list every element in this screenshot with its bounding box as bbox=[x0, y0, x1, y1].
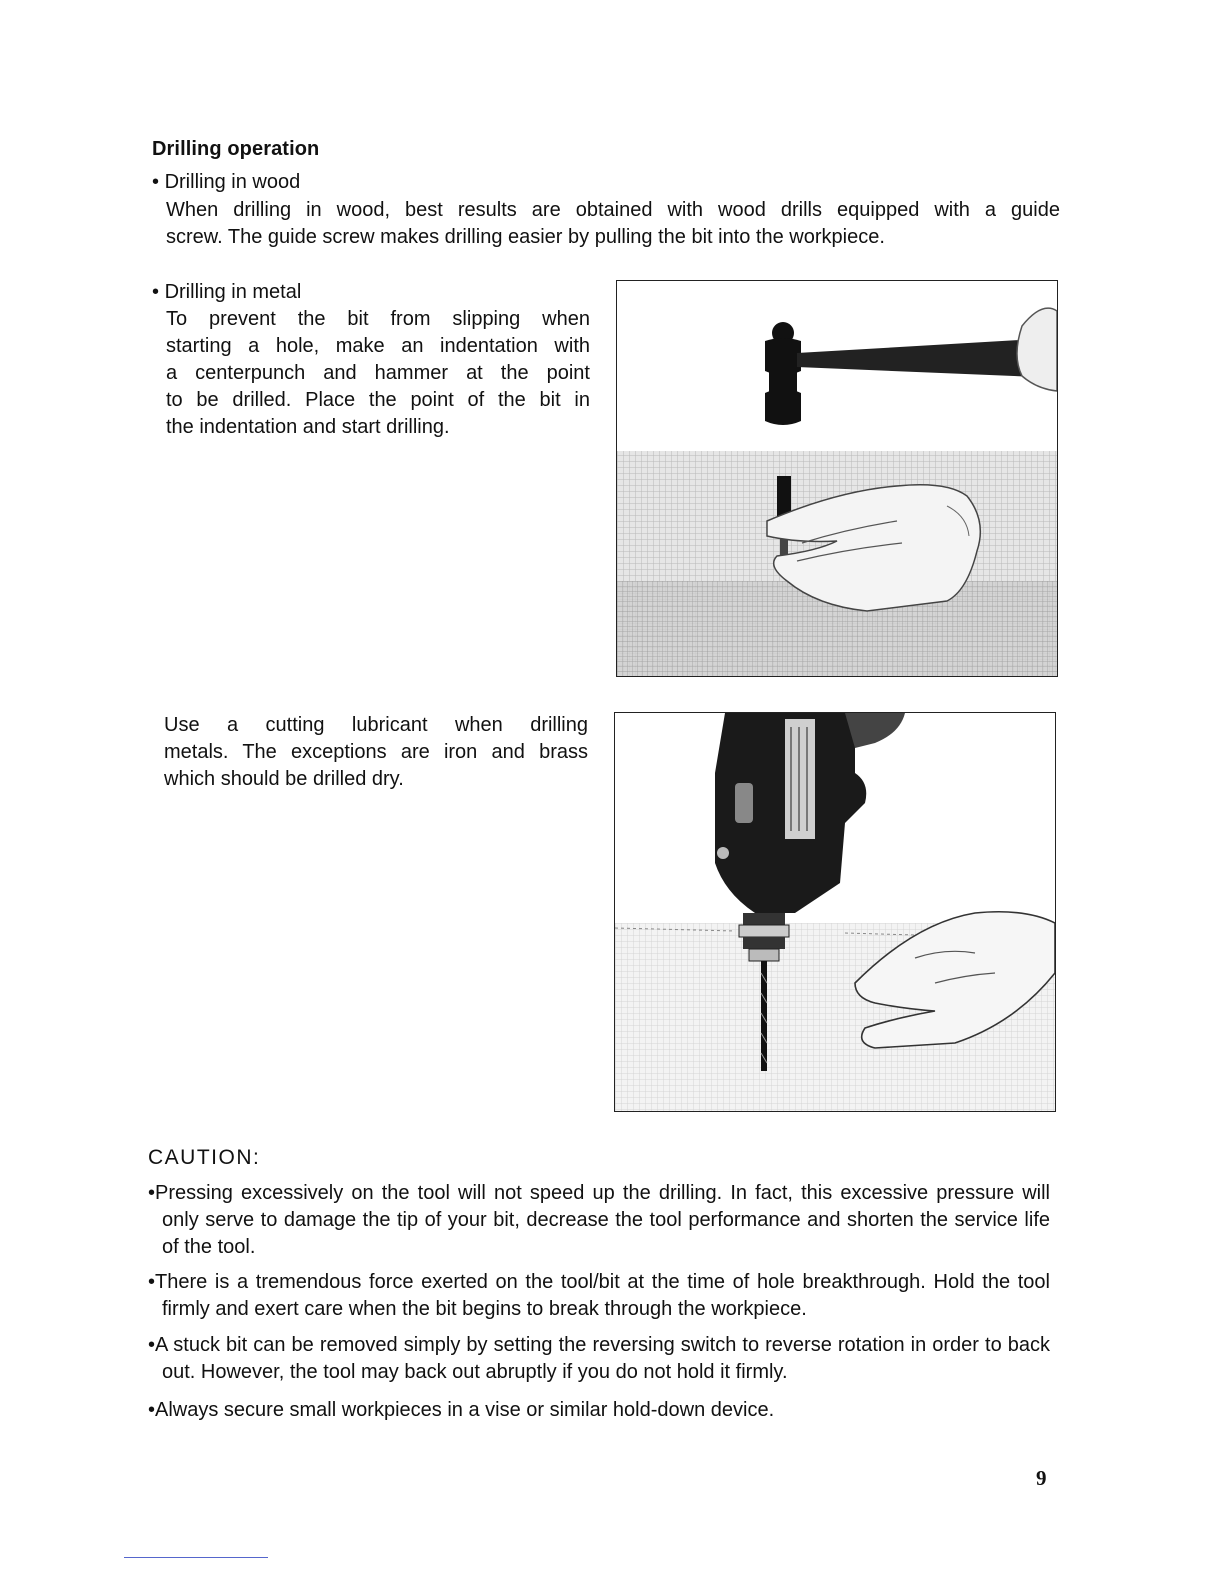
metal-title: Drilling in metal bbox=[164, 281, 302, 303]
page-number: 9 bbox=[1036, 1466, 1047, 1490]
caution-item-4 bbox=[148, 1397, 1050, 1424]
lubricant-line-2: metals. The exceptions are iron and brass bbox=[164, 741, 588, 763]
metal-bullet-title bbox=[152, 281, 301, 304]
wood-bullet: • bbox=[152, 171, 160, 193]
section-heading: Drilling operation bbox=[152, 138, 320, 160]
metal-line-1: To prevent the bit from slipping when bbox=[166, 308, 590, 330]
caution-item-1-text: •Pressing excessively on the tool will not speed up the drilling. In fact, this excessive pressure will only serve to damage the tip of your bit, decrease the tool performance and shorten the service life of the tool. bbox=[148, 1182, 1050, 1258]
lubricant-line-3: which should be drilled dry. bbox=[164, 768, 404, 790]
caution-item-3 bbox=[148, 1332, 1050, 1386]
drill-photo bbox=[614, 712, 1056, 1112]
wood-line-1: When drilling in wood, best results are obtained with wood drills equipped with a guide bbox=[166, 199, 1060, 221]
metal-line-4: to be drilled. Place the point of the bit in bbox=[166, 389, 590, 411]
caution-item-4-text: •Always secure small workpieces in a vise or similar hold-down device. bbox=[148, 1399, 775, 1421]
hammer-centerpunch-photo-icon bbox=[617, 281, 1057, 676]
caution-item-3-text: •A stuck bit can be removed simply by setting the reversing switch to reverse rotation in order to back out. However, the tool may back out abruptly if you do not hold it firmly. bbox=[148, 1334, 1050, 1383]
wood-line-2: screw. The guide screw makes drilling easier by pulling the bit into the workpiece. bbox=[166, 226, 885, 248]
metal-line-3: a centerpunch and hammer at the point bbox=[166, 362, 590, 384]
wood-title: Drilling in wood bbox=[164, 171, 301, 193]
metal-line-5: the indentation and start drilling. bbox=[166, 416, 450, 438]
metal-line-2: starting a hole, make an indentation with bbox=[166, 335, 590, 357]
wood-paragraph bbox=[166, 197, 1060, 251]
wood-bullet-title bbox=[152, 171, 300, 194]
metal-bullet: • bbox=[152, 281, 160, 303]
drill-photo-icon bbox=[615, 713, 1055, 1111]
caution-item-1 bbox=[148, 1180, 1050, 1261]
caution-label: CAUTION: bbox=[148, 1146, 261, 1169]
caution-item-2 bbox=[148, 1269, 1050, 1323]
footer-divider bbox=[124, 1557, 268, 1558]
lubricant-paragraph bbox=[164, 712, 588, 793]
hammer-centerpunch-photo bbox=[616, 280, 1058, 677]
metal-paragraph bbox=[166, 306, 590, 441]
caution-item-2-text: •There is a tremendous force exerted on the tool/bit at the time of hole breakthrough. Hold the tool firmly and exert care when the bit begins to break through the workpiece. bbox=[148, 1271, 1050, 1320]
lubricant-line-1: Use a cutting lubricant when drilling bbox=[164, 714, 588, 736]
